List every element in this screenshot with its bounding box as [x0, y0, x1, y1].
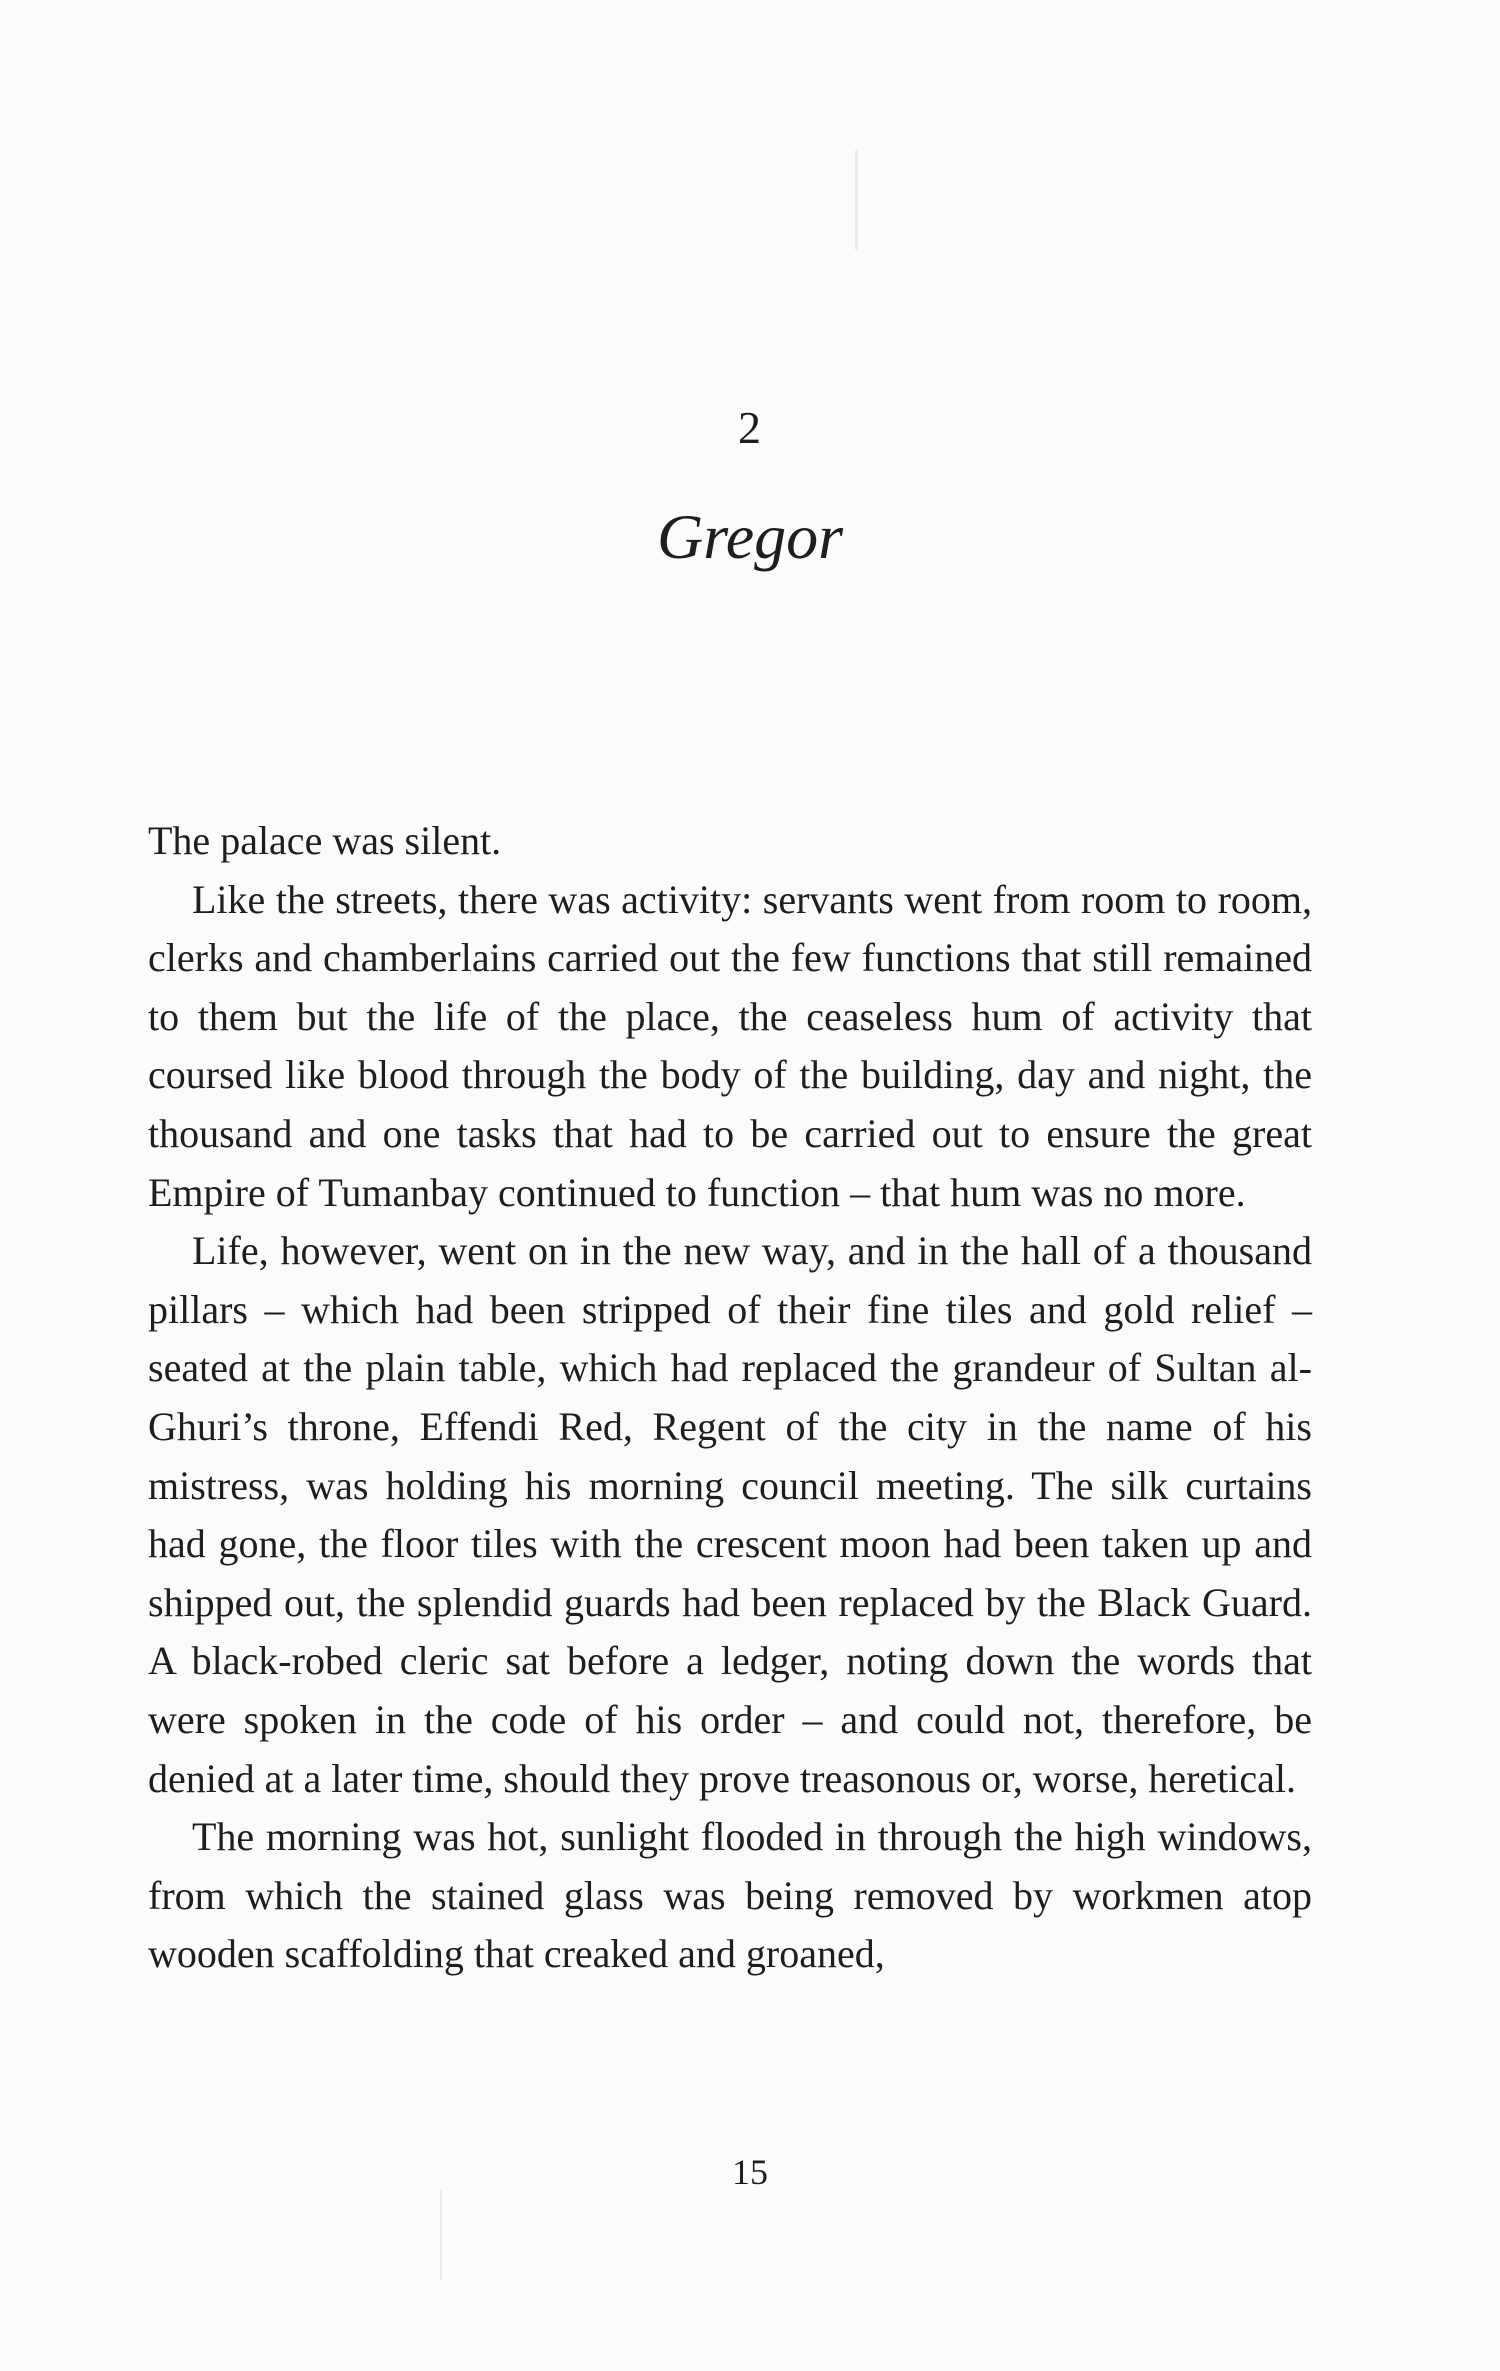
- page-number: 15: [732, 2152, 768, 2192]
- chapter-title: Gregor: [656, 501, 844, 572]
- paragraph: The palace was silent.: [148, 818, 502, 863]
- paragraph: Life, however, went on in the new way, and in the hall of a thousand pillars – which had been stripped of their fine tiles and gold relief – seated at the plain table, which had replaced the grandeur of Sultan al-Ghuri’s throne, Effendi Red, Regent of the city in the name of his mistress, was holding his morning council meeting. The silk curtains had gone, the floor tiles with the crescent moon had been taken up and shipped out, the splendid guards had been replaced by the Black Guard. A black-robed cleric sat before a ledger, noting down the words that were spoken in the code of his order – and could not, therefore, be denied at a later time, should they prove treasonous or, worse, heretical.: [148, 1228, 1312, 1801]
- chapter-number: 2: [738, 402, 762, 453]
- paragraph: The morning was hot, sunlight flooded in through the high windows, from which the stained glass was being removed by workmen atop wooden scaffolding that creaked and groaned,: [148, 1814, 1312, 1977]
- paragraph: Like the streets, there was activity: servants went from room to room, clerks and chamberlains carried out the few functions that still remained to them but the life of the place, the ceaseless hum of activity that coursed like blood through the body of the building, day and night, the thousand and one tasks that had to be carried out to ensure the great Empire of Tumanbay continued to function – that hum was no more.: [148, 876, 1312, 1215]
- scan-artifact: [440, 2190, 442, 2280]
- scan-artifact: [855, 150, 858, 250]
- chapter-body: [148, 812, 1312, 1984]
